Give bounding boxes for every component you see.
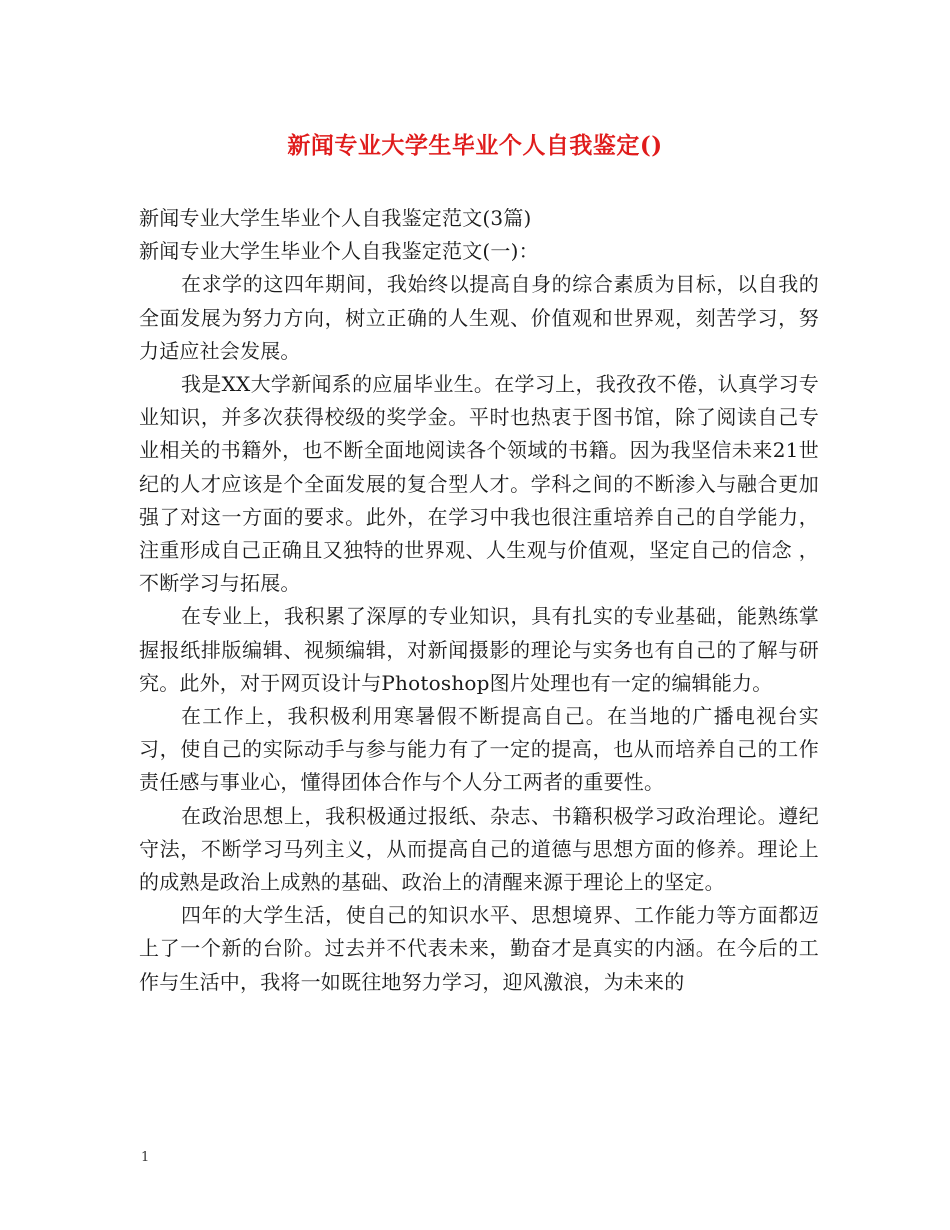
document-title: 新闻专业大学生毕业个人自我鉴定() <box>287 132 663 159</box>
paragraph: 在政治思想上，我积极通过报纸、杂志、书籍积极学习政治理论。遵纪守法，不断学习马列主义，从而提高自己的道德与思想方面的修养。理论上的成熟是政治上成熟的基础、政治上的清醒来源于理论上的坚定。 <box>139 803 819 895</box>
subtitle-line: 新闻专业大学生毕业个人自我鉴定范文(3篇) <box>139 206 532 230</box>
paragraph: 在求学的这四年期间，我始终以提高自身的综合素质为目标，以自我的全面发展为努力方向，树立正确的人生观、价值观和世界观，刻苦学习，努力适应社会发展。 <box>139 272 819 363</box>
subtitle-line: 新闻专业大学生毕业个人自我鉴定范文(一)： <box>139 239 539 264</box>
document-body <box>139 202 819 999</box>
page-number: 1 <box>141 1150 150 1165</box>
paragraph: 在专业上，我积累了深厚的专业知识，具有扎实的专业基础，能熟练掌握报纸排版编辑、视频编辑，对新闻摄影的理论与实务也有自己的了解与研究。此外，对于网页设计与Photoshop图片处理也有一定的编辑能力。 <box>139 604 819 695</box>
paragraph: 在工作上，我积极利用寒暑假不断提高自己。在当地的广播电视台实习，使自己的实际动手与参与能力有了一定的提高，也从而培养自己的工作责任感与事业心，懂得团体合作与个人分工两者的重要性。 <box>139 704 819 795</box>
paragraph: 四年的大学生活，使自己的知识水平、思想境界、工作能力等方面都迈上了一个新的台阶。过去并不代表未来，勤奋才是真实的内涵。在今后的工作与生活中，我将一如既往地努力学习，迎风激浪，为未来的 <box>139 903 819 994</box>
paragraph: 我是XX大学新闻系的应届毕业生。在学习上，我孜孜不倦，认真学习专业知识，并多次获得校级的奖学金。平时也热衷于图书馆，除了阅读自己专业相关的书籍外，也不断全面地阅读各个领域的书籍。因为我坚信未来21世纪的人才应该是个全面发展的复合型人才。学科之间的不断渗入与融合更加强了对这一方面的要求。此外，在学习中我也很注重培养自己的自学能力，注重形成自己正确且又独特的世界观、人生观与价值观，坚定自己的信念 ，不断学习与拓展。 <box>139 372 819 596</box>
